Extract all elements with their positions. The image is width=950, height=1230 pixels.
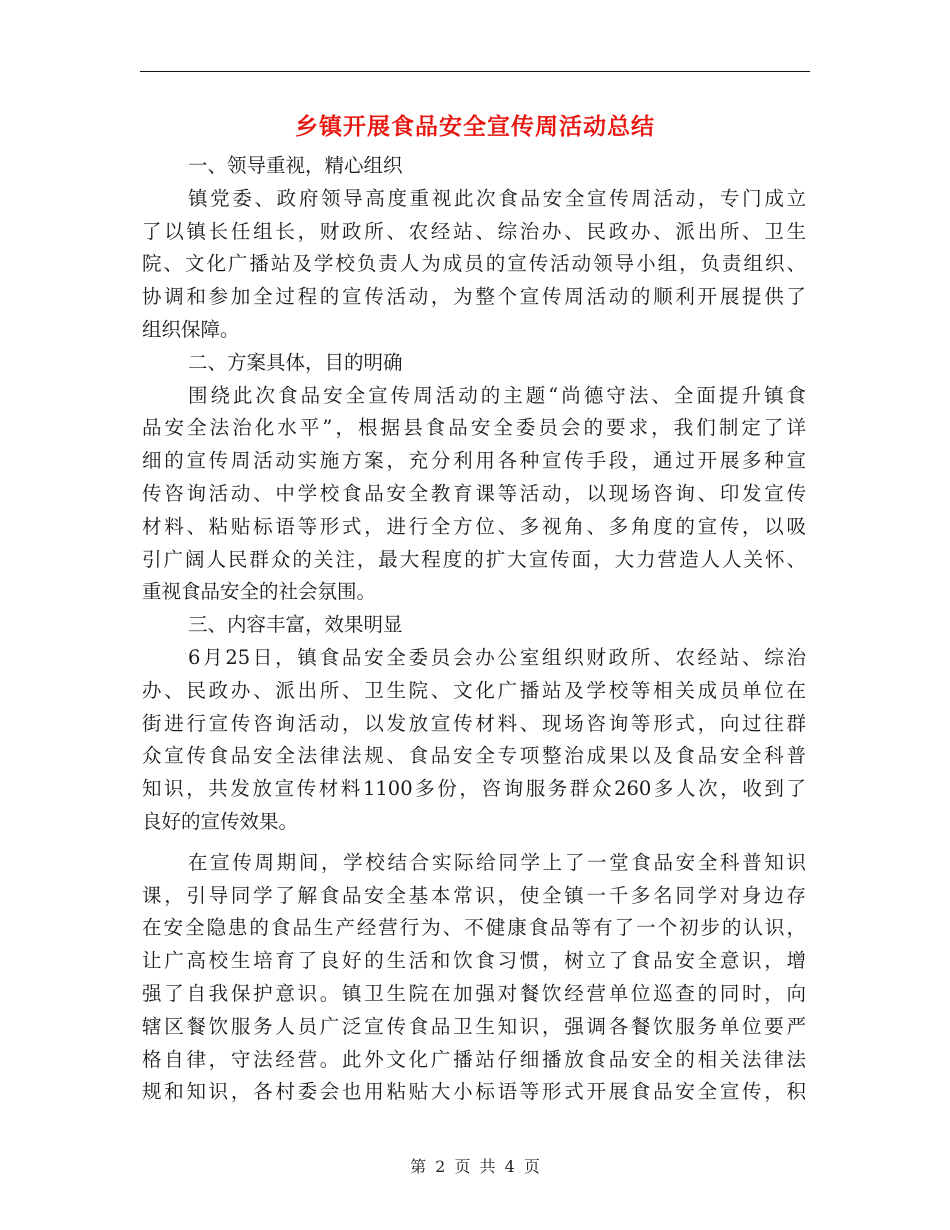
body-text-line: 院、文化广播站及学校负责人为成员的宣传活动领导小组，负责组织、 <box>142 252 806 276</box>
body-text-line: 街进行宣传咨询活动，以发放宣传材料、现场咨询等形式，向过往群 <box>142 711 806 735</box>
body-text-line: 镇党委、政府领导高度重视此次食品安全宣传周活动，专门成立 <box>188 186 806 210</box>
section-heading: 二、方案具体，目的明确 <box>188 350 403 374</box>
body-text-line: 品安全法治化水平”，根据县食品安全委员会的要求，我们制定了详 <box>142 416 806 440</box>
section-heading: 三、内容丰富，效果明显 <box>188 613 403 637</box>
header-rule <box>140 71 810 72</box>
body-text-line: 良好的宣传效果。 <box>142 809 299 833</box>
body-text-line: 辖区餐饮服务人员广泛宣传食品卫生知识，强调各餐饮服务单位要严 <box>142 1014 806 1038</box>
body-text-line: 传咨询活动、中学校食品安全教育课等活动，以现场咨询、印发宣传 <box>142 481 806 505</box>
body-text-line: 在安全隐患的食品生产经营行为、不健康食品等有了一个初步的认识， <box>142 916 806 940</box>
body-text-line: 知识，共发放宣传材料1100多份，咨询服务群众260多人次，收到了 <box>142 777 806 801</box>
body-text-line: 了以镇长任组长，财政所、农经站、综治办、民政办、派出所、卫生 <box>142 219 806 243</box>
page-footer: 第 2 页 共 4 页 <box>410 1157 540 1176</box>
body-text-line: 众宣传食品安全法律法规、食品安全专项整治成果以及食品安全科普 <box>142 744 806 768</box>
body-text-line: 在宣传周期间，学校结合实际给同学上了一堂食品安全科普知识 <box>188 850 806 874</box>
body-text-line: 规和知识，各村委会也用粘贴大小标语等形式开展食品安全宣传，积 <box>142 1080 806 1104</box>
body-text-line: 让广高校生培育了良好的生活和饮食习惯，树立了食品安全意识，增 <box>142 949 806 973</box>
body-text-line: 围绕此次食品安全宣传周活动的主题“尚德守法、全面提升镇食 <box>188 383 806 407</box>
body-text-line: 引广阔人民群众的关注，最大程度的扩大宣传面，大力营造人人关怀、 <box>142 547 806 571</box>
body-text-line: 课，引导同学了解食品安全基本常识，使全镇一千多名同学对身边存 <box>142 883 806 907</box>
body-text-line: 办、民政办、派出所、卫生院、文化广播站及学校等相关成员单位在 <box>142 678 806 702</box>
document-body <box>142 150 806 1109</box>
body-text-line: 协调和参加全过程的宣传活动，为整个宣传周活动的顺利开展提供了 <box>142 285 806 309</box>
body-text-line: 重视食品安全的社会氛围。 <box>142 580 377 604</box>
body-text-line: 格自律，守法经营。此外文化广播站仔细播放食品安全的相关法律法 <box>142 1047 806 1071</box>
body-text-line: 材料、粘贴标语等形式，进行全方位、多视角、多角度的宣传，以吸 <box>142 514 806 538</box>
body-text-line: 细的宣传周活动实施方案，充分利用各种宣传手段，通过开展多种宣 <box>142 449 806 473</box>
body-text-line: 组织保障。 <box>142 317 240 341</box>
body-text-line: 强了自我保护意识。镇卫生院在加强对餐饮经营单位巡查的同时，向 <box>142 981 806 1005</box>
paragraph-gap <box>142 839 806 847</box>
document-title: 乡镇开展食品安全宣传周活动总结 <box>295 113 655 140</box>
body-text-line: 6月25日，镇食品安全委员会办公室组织财政所、农经站、综治 <box>188 645 806 669</box>
section-heading: 一、领导重视，精心组织 <box>188 154 403 177</box>
